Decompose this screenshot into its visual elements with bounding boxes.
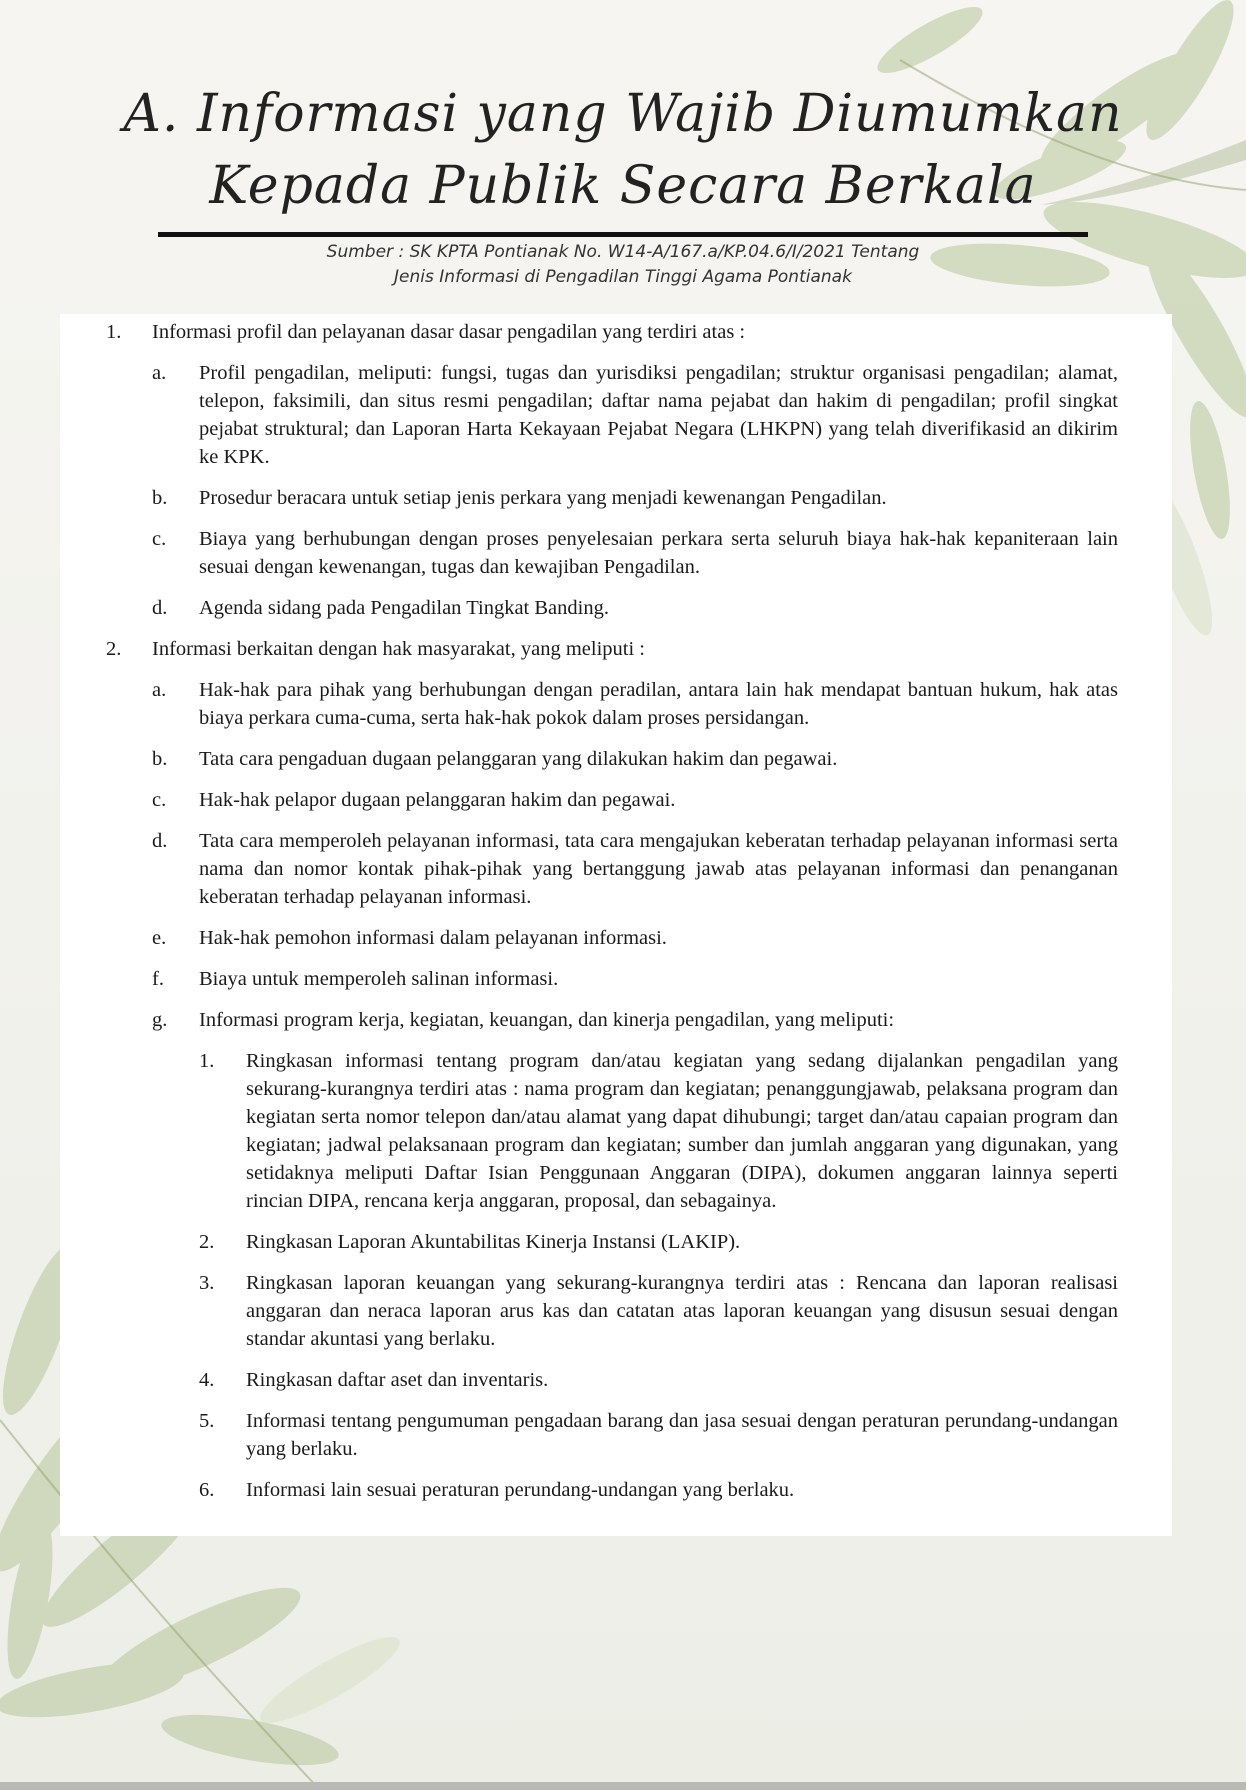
item-text: Hak-hak pemohon informasi dalam pelayanan informasi. (199, 927, 667, 949)
list-item (152, 676, 1118, 732)
item-text: Tata cara pengaduan dugaan pelanggaran yang dilakukan hakim dan pegawai. (199, 748, 838, 770)
item-letter: c. (152, 789, 167, 811)
list-item (199, 1047, 1118, 1215)
list-item (199, 1366, 1118, 1394)
item-text: Prosedur beracara untuk setiap jenis perkara yang menjadi kewenangan Pengadilan. (199, 487, 887, 509)
item-text: Hak-hak para pihak yang berhubungan dengan peradilan, antara lain hak mendapat bantuan hukum, hak atas biaya perkara cuma-cuma, serta hak-hak pokok dalam proses persidangan. (199, 679, 1118, 729)
item-text: Informasi lain sesuai peraturan perundang-undangan yang berlaku. (246, 1479, 795, 1501)
page-title (0, 78, 1246, 222)
item-text: Biaya untuk memperoleh salinan informasi. (199, 968, 559, 990)
list-item (152, 924, 1118, 952)
list-item (152, 786, 1118, 814)
item-text: Tata cara memperoleh pelayanan informasi, tata cara mengajukan keberatan terhadap pelayanan informasi serta nama dan nomor kontak pihak-pihak yang bertanggung jawab atas pelayanan informasi dan penanganan keberatan terhadap pelayanan informasi. (199, 830, 1118, 908)
list-item (199, 1228, 1118, 1256)
list-item (152, 745, 1118, 773)
item-letter: a. (152, 362, 167, 384)
list-item (106, 318, 1118, 346)
item-text: Informasi tentang pengumuman pengadaan barang dan jasa sesuai dengan peraturan perundang-undangan yang berlaku. (246, 1410, 1118, 1460)
content-panel (60, 314, 1172, 1536)
item-number: 2. (106, 638, 122, 660)
item-text: Biaya yang berhubungan dengan proses penyelesaian perkara serta seluruh biaya hak-hak kepaniteraan lain sesuai dengan kewenangan, tugas dan kewajiban Pengadilan. (199, 528, 1118, 578)
item-letter: a. (152, 679, 167, 701)
source-note (0, 240, 1246, 290)
item-letter: c. (152, 528, 167, 550)
item-number: 6. (199, 1479, 215, 1501)
item-letter: g. (152, 1009, 168, 1031)
title-line-2: Kepada Publik Secara Berkala (209, 156, 1037, 216)
item-letter: d. (152, 597, 168, 619)
item-text: Informasi program kerja, kegiatan, keuangan, dan kinerja pengadilan, yang meliputi: (199, 1009, 895, 1031)
item-text: Ringkasan daftar aset dan inventaris. (246, 1369, 549, 1391)
item-number: 1. (106, 321, 122, 343)
list-item (199, 1269, 1118, 1353)
item-text: Profil pengadilan, meliputi: fungsi, tugas dan yurisdiksi pengadilan; struktur organisasi pengadilan; alamat, telepon, faksimili, dan situs resmi pengadilan; daftar nama pejabat dan hakim di pengadilan; profil singkat pejabat struktural; dan Laporan Harta Kekayaan Pejabat Negara (LHKPN) yang telah diverifikasid an dikirim ke KPK. (199, 362, 1118, 468)
source-line-2: Jenis Informasi di Pengadilan Tinggi Agama Pontianak (394, 267, 852, 287)
list-item (152, 827, 1118, 911)
item-letter: f. (152, 968, 164, 990)
list-item (199, 1407, 1118, 1463)
item-letter: e. (152, 927, 167, 949)
item-text: Ringkasan Laporan Akuntabilitas Kinerja Instansi (LAKIP). (246, 1231, 741, 1253)
bottom-edge (0, 1782, 1246, 1790)
source-line-1: Sumber : SK KPTA Pontianak No. W14-A/167.a/KP.04.6/I/2021 Tentang (326, 242, 920, 262)
item-text: Informasi profil dan pelayanan dasar dasar pengadilan yang terdiri atas : (152, 321, 746, 343)
item-letter: d. (152, 830, 168, 852)
item-text: Ringkasan informasi tentang program dan/atau kegiatan yang sedang dijalankan pengadilan yang sekurang-kurangnya terdiri atas : nama program dan kegiatan; penanggungjawab, pelaksana program dan kegiatan serta nomor telepon dan/atau alamat yang dapat dihubungi; target dan/atau capaian program dan kegiatan; jadwal pelaksanaan program dan kegiatan; sumber dan jumlah anggaran yang digunakan, yang setidaknya meliputi Daftar Isian Penggunaan Anggaran (DIPA), dokumen anggaran lainnya seperti rincian DIPA, rencana kerja anggaran, proposal, dan sebagainya. (246, 1050, 1118, 1212)
item-number: 2. (199, 1231, 215, 1253)
list-item (106, 635, 1118, 663)
title-line-1: A. Informasi yang Wajib Diumumkan (123, 84, 1123, 144)
item-text: Informasi berkaitan dengan hak masyarakat, yang meliputi : (152, 638, 645, 660)
item-text: Ringkasan laporan keuangan yang sekurang-kurangnya terdiri atas : Rencana dan laporan realisasi anggaran dan neraca laporan arus kas dan catatan atas laporan keuangan yang disusun sesuai dengan standar akuntasi yang berlaku. (246, 1272, 1118, 1350)
list-item (152, 525, 1118, 581)
list-item (152, 359, 1118, 471)
list-item (152, 484, 1118, 512)
list-item (152, 965, 1118, 993)
list-item (199, 1476, 1118, 1504)
item-number: 4. (199, 1369, 215, 1391)
list-item (152, 594, 1118, 622)
item-number: 3. (199, 1272, 215, 1294)
item-number: 5. (199, 1410, 215, 1432)
item-letter: b. (152, 748, 168, 770)
item-number: 1. (199, 1050, 215, 1072)
item-text: Hak-hak pelapor dugaan pelanggaran hakim dan pegawai. (199, 789, 676, 811)
list-item (152, 1006, 1118, 1034)
item-text: Agenda sidang pada Pengadilan Tingkat Banding. (199, 597, 609, 619)
item-letter: b. (152, 487, 168, 509)
title-divider (158, 232, 1088, 237)
